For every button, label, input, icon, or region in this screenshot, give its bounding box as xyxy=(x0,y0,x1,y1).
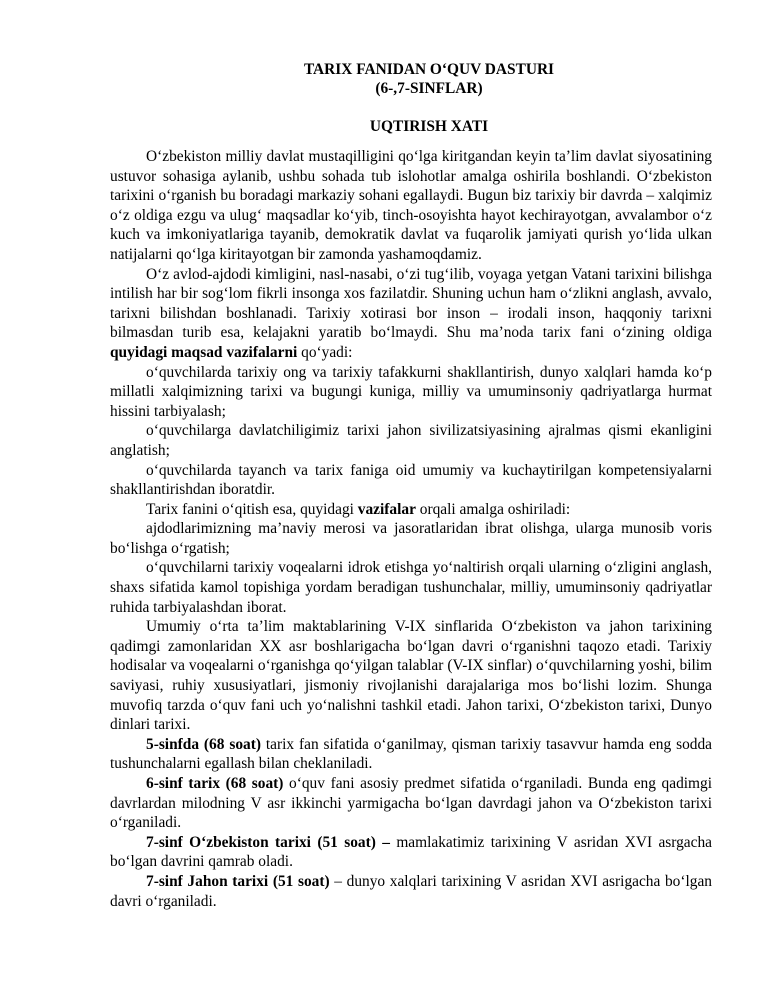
paragraph-10-text: tarix fan sifatida o‘ganilmay, qisman tarixiy tasavvur hamda eng sodda tushunchalarni egallash bilan cheklaniladi. xyxy=(110,735,713,773)
paragraph-4: o‘quvchilarga davlatchiligimiz tarixi jahon sivilizatsiyasining ajralmas qismi ekanligini anglatish; xyxy=(110,422,712,459)
paragraph-10-bold: 5-sinfda (68 soat) xyxy=(146,735,261,753)
paragraph-3: o‘quvchilarda tarixiy ong va tarixiy tafakkurni shakllantirish, dunyo xalqlari hamda ko‘p millatli xalqimizning tarixi va bugungi kuniga, milliy va umuminsoniy qadriyatlarga hurmat hissini tarbiyalash; xyxy=(110,363,712,420)
paragraph-6-bold: vazifalar xyxy=(357,500,416,518)
paragraph-11-text: o‘quv fani asosiy predmet sifatida o‘rganiladi. Bunda eng qadimgi davrlardan milodning V asr ikkinchi yarmigacha bo‘lgan davrdagi jahon va O‘zbekiston tarixi o‘rganiladi. xyxy=(110,775,712,832)
paragraph-12-text: mamlakatimiz tarixining V asridan XVI asrgacha bo‘lgan davrini qamrab oladi. xyxy=(110,833,712,871)
document-page xyxy=(110,60,712,911)
title-line-1: TARIX FANIDAN O‘QUV DASTURI xyxy=(303,61,555,78)
paragraph-6-text-end: orqali amalga oshiriladi: xyxy=(415,500,571,518)
paragraph-10 xyxy=(110,735,712,774)
paragraph-1: O‘zbekiston milliy davlat mustaqilligini qo‘lga kiritgandan keyin ta’lim davlat siyosatining ustuvor sohasiga aylanib, ushbu sohada tub islohotlar amalga oshirila boshlandi. O‘zbekiston tarixini o‘rganish bu boradagi markaziy sohani egallaydi. Bugun biz tarixiy bir davrda – xalqimiz o‘z oldiga ezgu va ulug‘ maqsadlar ko‘yib, tinch-osoyishta hayot kechirayotgan, avvalambor o‘z kuch va imkoniyatlariga tayanib, demokratik davlat va fuqarolik jamiyati qurish yo‘lida ulkan natijalarni qo‘lga kiritayotgan bir zamonda yashamoqdamiz. xyxy=(110,148,712,263)
section-heading: UQTIRISH XATI xyxy=(369,118,489,135)
paragraph-2-text: O‘z avlod-ajdodi kimligini, nasl-nasabi, o‘zi tug‘ilib, voyaga yetgan Vatani tarixini bilishga intilish har bir sog‘lom fikrli insonga xos fazilatdir. Shuning uchun ham o‘zlikni anglash, avvalo, tarixni bilishdan boshlanadi. Tarixiy xotirasi bor inson – irodali inson, haqqoniy tarixni bilmasdan turib esa, kelajakni yaratib bo‘lmaydi. Shu ma’noda tarix fani o‘zining oldiga xyxy=(110,265,712,342)
document-title xyxy=(146,60,712,98)
paragraph-12-bold: 7-sinf O‘zbekiston tarixi (51 soat) – xyxy=(146,833,390,851)
paragraph-8: o‘quvchilarni tarixiy voqealarni idrok etishga yo‘naltirish orqali ularning o‘zligini anglash, shaxs sifatida kamol topishiga yordam beradigan tushunchalar, milliy, umuminsoniy qadriyatlar ruhida tarbiyalashdan iborat. xyxy=(110,559,712,616)
paragraph-5: o‘quvchilarda tayanch va tarix faniga oid umumiy va kuchaytirilgan kompetensiyalarni shakllantirishdan iboratdir. xyxy=(110,461,712,499)
paragraph-13-text: – dunyo xalqlari tarixining V asridan XVI asrigacha bo‘lgan davri o‘rganiladi. xyxy=(110,872,713,910)
paragraph-6-text: Tarix fanini o‘qitish esa, quyidagi xyxy=(146,500,358,518)
paragraph-6 xyxy=(110,500,712,520)
paragraph-2 xyxy=(110,265,712,363)
title-line-2: (6-,7-SINFLAR) xyxy=(375,80,483,97)
paragraph-7: ajdodlarimizning ma’naviy merosi va jasoratlaridan ibrat olishga, ularga munosib voris bo‘lishga o‘rgatish; xyxy=(110,520,712,557)
paragraph-11-bold: 6-sinf tarix (68 soat) xyxy=(146,775,284,792)
paragraph-13-bold: 7-sinf Jahon tarixi (51 soat) xyxy=(146,872,330,890)
paragraph-12 xyxy=(110,833,712,872)
paragraph-9: Umumiy o‘rta ta’lim maktablarining V-IX sinflarida O‘zbekiston va jahon tarixining qadimgi zamonlaridan XX asr boshlarigacha bo‘lgan davri o‘rganishni taqozo etadi. Tarixiy hodisalar va voqealarni o‘rganishga qo‘yilgan talablar (V-IX sinflar) o‘quvchilarning yoshi, bilim saviyasi, ruhiy xususiyatlari, jismoniy rivojlanishi darajalariga mos bo‘lishi lozim. Shunga muvofiq tarzda o‘quv fani uch yo‘nalishni tashkil etadi. Jahon tarixi, O‘zbekiston tarixi, Dunyo dinlari tarixi. xyxy=(110,618,712,734)
paragraph-11 xyxy=(110,774,712,833)
paragraph-2-bold: quyidagi maqsad vazifalarni xyxy=(110,343,298,361)
paragraph-2-text-end: qo‘yadi: xyxy=(297,343,353,361)
paragraph-13 xyxy=(110,872,712,911)
